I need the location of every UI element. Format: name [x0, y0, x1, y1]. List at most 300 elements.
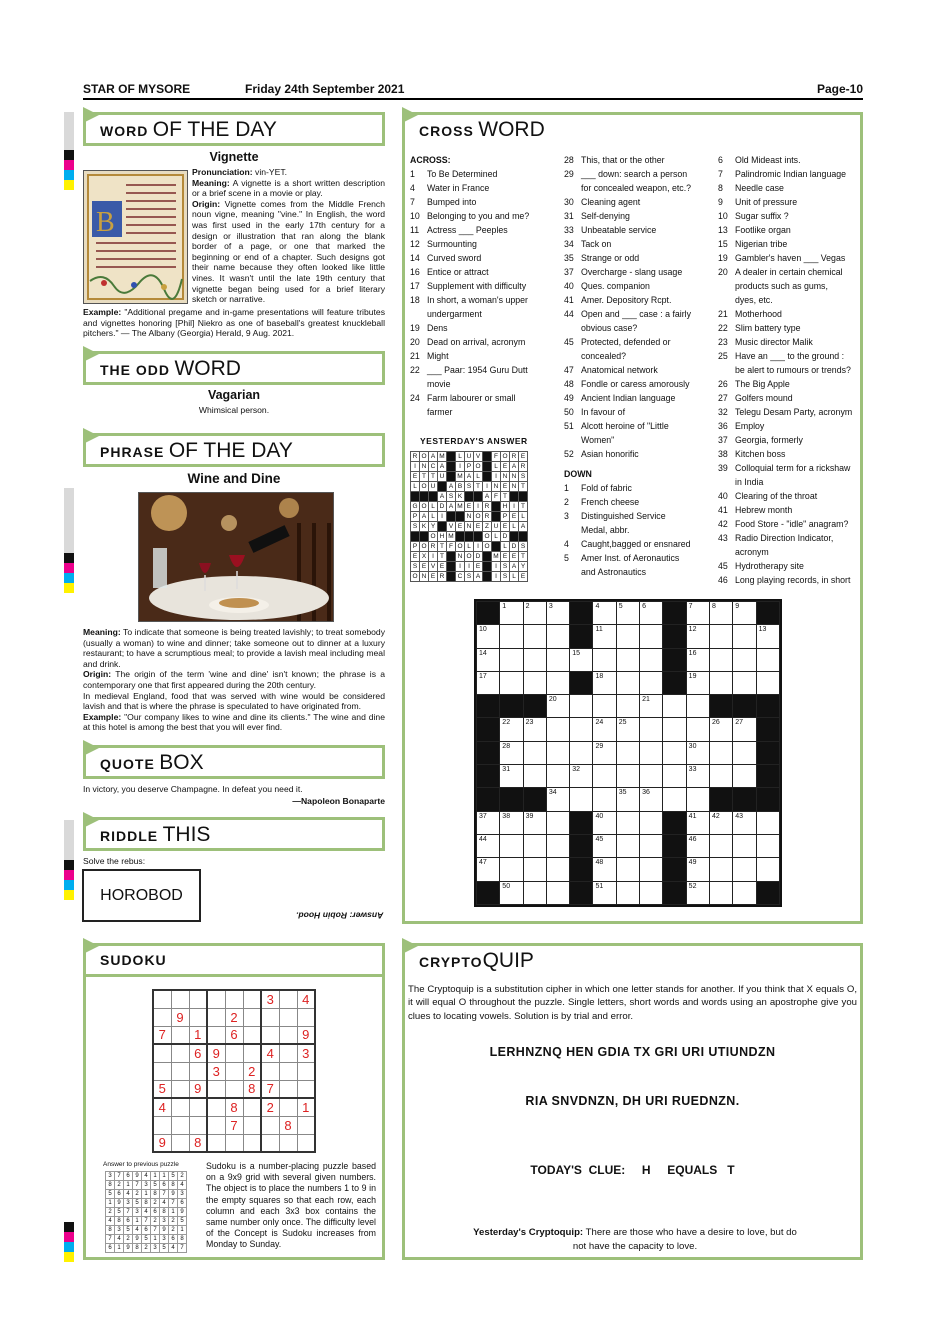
- crossword-cell[interactable]: [546, 834, 569, 857]
- answer-cell: A: [429, 452, 438, 462]
- crossword-cell[interactable]: 45: [593, 834, 616, 857]
- crossword-cell[interactable]: [686, 718, 709, 741]
- crossword-cell[interactable]: [616, 625, 639, 648]
- sudoku-given-cell: 7: [225, 1116, 243, 1134]
- crossword-cell[interactable]: [640, 648, 663, 671]
- sudoku-empty-cell[interactable]: [225, 1080, 243, 1098]
- clue-text: in India: [735, 477, 764, 487]
- clue-row: [718, 419, 863, 433]
- crossword-cell[interactable]: 9: [733, 602, 756, 625]
- crossword-cell[interactable]: [546, 741, 569, 764]
- answer-cell: U: [429, 482, 438, 492]
- clue-text: Music director Malik: [735, 337, 813, 347]
- sudoku-empty-cell[interactable]: [207, 1026, 225, 1044]
- black-square: [756, 741, 779, 764]
- answer-cell: R: [519, 462, 528, 472]
- answer-cell: M: [493, 552, 499, 560]
- clue-text: Gambler's haven ___ Vegas: [735, 253, 846, 263]
- crossword-cell[interactable]: [593, 788, 616, 811]
- answer-cell: N: [510, 482, 519, 492]
- crossword-cell[interactable]: 37: [477, 811, 500, 834]
- answer-cell: E: [438, 562, 447, 572]
- sudoku-empty-cell[interactable]: [171, 1062, 189, 1080]
- sudoku-empty-cell[interactable]: [297, 1116, 315, 1134]
- sudoku-empty-cell[interactable]: [225, 990, 243, 1008]
- crossword-cell[interactable]: 38: [500, 811, 523, 834]
- header-big: OF THE DAY: [152, 118, 277, 141]
- clue-text: To Be Determined: [427, 169, 498, 179]
- clue-row: [410, 307, 560, 321]
- crossword-cell[interactable]: [593, 765, 616, 788]
- sudoku-empty-cell[interactable]: [261, 1116, 279, 1134]
- black-square: [570, 625, 593, 648]
- crossword-cell[interactable]: [709, 765, 732, 788]
- crossword-cell[interactable]: [523, 858, 546, 881]
- answer-cell: M: [457, 472, 463, 480]
- answer-cell: T: [519, 552, 528, 562]
- crossword-cell[interactable]: 27: [733, 718, 756, 741]
- sudoku-empty-cell[interactable]: [279, 1044, 297, 1062]
- svg-text:B: B: [96, 207, 115, 238]
- crossword-cell[interactable]: 17: [477, 671, 500, 694]
- crossword-cell[interactable]: [733, 625, 756, 648]
- black-square: [663, 811, 686, 834]
- crossword-cell[interactable]: [640, 881, 663, 904]
- sudoku-empty-cell[interactable]: [243, 1044, 261, 1062]
- crossword-cell[interactable]: [756, 648, 779, 671]
- crossword-cell[interactable]: [570, 695, 593, 718]
- sudoku-empty-cell[interactable]: [171, 1044, 189, 1062]
- crossword-cell[interactable]: [546, 811, 569, 834]
- sudoku-answer-cell: 8: [133, 1244, 142, 1253]
- crossword-cell[interactable]: [523, 765, 546, 788]
- rebus-text: HOROBOD: [100, 887, 183, 904]
- crossword-cell[interactable]: 47: [477, 858, 500, 881]
- sudoku-empty-cell[interactable]: [207, 1080, 225, 1098]
- crossword-cell[interactable]: 28: [500, 741, 523, 764]
- sudoku-answer-cell: 7: [106, 1235, 115, 1244]
- crossword-cell[interactable]: [640, 765, 663, 788]
- clue-row: [410, 335, 560, 349]
- crossword-cell[interactable]: [546, 765, 569, 788]
- crossword-cell[interactable]: 44: [477, 834, 500, 857]
- answer-cell: E: [501, 522, 510, 532]
- crossword-cell[interactable]: [546, 648, 569, 671]
- answer-cell: T: [438, 542, 447, 552]
- crossword-cell[interactable]: [756, 834, 779, 857]
- answer-cell: I: [465, 562, 474, 572]
- sudoku-answer-cell: 2: [151, 1199, 160, 1208]
- crossword-cell[interactable]: 40: [593, 811, 616, 834]
- answer-cell: Z: [483, 522, 492, 532]
- crossword-cell[interactable]: 48: [593, 858, 616, 881]
- clue-number: 10: [718, 211, 728, 221]
- sudoku-empty-cell[interactable]: [207, 1134, 225, 1152]
- crossword-cell[interactable]: [756, 671, 779, 694]
- crossword-cell[interactable]: 29: [593, 741, 616, 764]
- crossword-cell[interactable]: 7: [686, 602, 709, 625]
- sudoku-answer-cell: 3: [133, 1208, 142, 1217]
- crossword-cell[interactable]: [616, 648, 639, 671]
- crossword-cell[interactable]: [523, 625, 546, 648]
- crossword-cell[interactable]: [640, 811, 663, 834]
- sudoku-empty-cell[interactable]: [279, 1062, 297, 1080]
- sudoku-given-cell: 8: [279, 1116, 297, 1134]
- crossword-cell[interactable]: 43: [733, 811, 756, 834]
- answer-cell: L: [456, 452, 465, 462]
- sudoku-empty-cell[interactable]: [297, 1062, 315, 1080]
- sudoku-answer-cell: 7: [115, 1172, 124, 1181]
- crossword-cell[interactable]: 11: [593, 625, 616, 648]
- sudoku-empty-cell[interactable]: [189, 1008, 207, 1026]
- answer-cell: R: [483, 512, 492, 522]
- crossword-cell[interactable]: [500, 834, 523, 857]
- sudoku-empty-cell[interactable]: [171, 990, 189, 1008]
- crossword-cell[interactable]: [546, 718, 569, 741]
- sudoku-empty-cell[interactable]: [207, 1008, 225, 1026]
- crossword-cell[interactable]: 52: [686, 881, 709, 904]
- crossword-cell[interactable]: [570, 788, 593, 811]
- crossword-cell[interactable]: [663, 788, 686, 811]
- black-square: [477, 788, 500, 811]
- clue-text: Telegu Desam Party, acronym: [735, 407, 853, 417]
- crossword-cell[interactable]: [640, 718, 663, 741]
- riddle-header: [83, 817, 385, 851]
- crossword-cell[interactable]: [616, 765, 639, 788]
- crossword-cell[interactable]: [686, 788, 709, 811]
- clue-text: Hydrotherapy site: [735, 561, 804, 571]
- clue-text: Entice or attract: [427, 267, 489, 277]
- crossword-cell[interactable]: [593, 695, 616, 718]
- answer-cell: O: [412, 572, 418, 580]
- crossword-cell[interactable]: 25: [616, 718, 639, 741]
- crossword-cell[interactable]: [500, 648, 523, 671]
- crossword-cell[interactable]: 21: [640, 695, 663, 718]
- clue-number: 32: [718, 407, 728, 417]
- clue-text: Ques. companion: [581, 281, 650, 291]
- crossword-cell[interactable]: [616, 858, 639, 881]
- crossword-cell[interactable]: [686, 695, 709, 718]
- crossword-cell[interactable]: [709, 858, 732, 881]
- answer-cell: F: [447, 542, 456, 552]
- sudoku-empty-cell[interactable]: [225, 1044, 243, 1062]
- manuscript-image: [83, 170, 188, 304]
- sudoku-empty-cell[interactable]: [171, 1098, 189, 1116]
- crossword-cell[interactable]: [546, 881, 569, 904]
- sudoku-empty-cell[interactable]: [279, 1008, 297, 1026]
- crossword-cell[interactable]: [640, 834, 663, 857]
- crossword-cell[interactable]: 51: [593, 881, 616, 904]
- crossword-cell[interactable]: [756, 811, 779, 834]
- crossword-cell[interactable]: 33: [686, 765, 709, 788]
- clue-row: [718, 293, 863, 307]
- crossword-cell[interactable]: [733, 858, 756, 881]
- crossword-cell[interactable]: 16: [686, 648, 709, 671]
- sudoku-empty-cell[interactable]: [297, 1080, 315, 1098]
- crossword-cell[interactable]: [616, 741, 639, 764]
- crossword-cell[interactable]: [756, 858, 779, 881]
- clue-number: 35: [564, 253, 574, 263]
- sudoku-empty-cell[interactable]: [153, 1116, 171, 1134]
- crossword-cell[interactable]: [663, 695, 686, 718]
- crossword-cell[interactable]: 13: [756, 625, 779, 648]
- crossword-cell[interactable]: 34: [546, 788, 569, 811]
- origin-text-2: In medieval England, food that was served with wine would be considered lavish and that is where the phrase is speculated to have originated from.: [83, 690, 385, 712]
- answer-cell: R: [411, 452, 420, 462]
- crossword-cell[interactable]: [616, 881, 639, 904]
- crossword-cell[interactable]: 50: [500, 881, 523, 904]
- sudoku-empty-cell[interactable]: [171, 1080, 189, 1098]
- crossword-cell[interactable]: [733, 765, 756, 788]
- crossword-cell[interactable]: 32: [570, 765, 593, 788]
- answer-cell: O: [421, 542, 427, 550]
- sudoku-given-cell: 2: [261, 1098, 279, 1116]
- crossword-cell[interactable]: 6: [640, 602, 663, 625]
- sudoku-empty-cell[interactable]: [261, 1062, 279, 1080]
- clue-text: Ancient Indian language: [581, 393, 676, 403]
- clue-row: [718, 307, 863, 321]
- sudoku-answer-cell: 7: [169, 1199, 178, 1208]
- crossword-cell[interactable]: [733, 671, 756, 694]
- sudoku-empty-cell[interactable]: [243, 1008, 261, 1026]
- crossword-cell[interactable]: [570, 718, 593, 741]
- sudoku-empty-cell[interactable]: [243, 1026, 261, 1044]
- meaning-text: A vignette is a short written description or a brief scene in a movie or play.: [192, 177, 385, 199]
- crossword-cell[interactable]: [733, 834, 756, 857]
- crossword-cell[interactable]: [616, 671, 639, 694]
- crossword-cell[interactable]: [500, 671, 523, 694]
- answer-cell: T: [519, 502, 528, 512]
- crossword-cell[interactable]: [523, 834, 546, 857]
- crossword-cell[interactable]: [616, 695, 639, 718]
- sudoku-empty-cell[interactable]: [243, 1134, 261, 1152]
- crossword-cell[interactable]: [616, 811, 639, 834]
- sudoku-empty-cell[interactable]: [279, 1080, 297, 1098]
- crossword-cell[interactable]: [640, 741, 663, 764]
- sudoku-answer-cell: 2: [169, 1226, 178, 1235]
- crossword-cell[interactable]: 26: [709, 718, 732, 741]
- sudoku-answer-cell: 2: [115, 1181, 124, 1190]
- sudoku-given-cell: 2: [243, 1062, 261, 1080]
- sudoku-empty-cell[interactable]: [279, 990, 297, 1008]
- sudoku-empty-cell[interactable]: [153, 990, 171, 1008]
- clue-text: for concealed weapon, etc.?: [581, 183, 692, 193]
- answer-cell: S: [519, 472, 528, 482]
- answer-cell: R: [438, 572, 447, 582]
- crossword-cell[interactable]: 2: [523, 602, 546, 625]
- crossword-cell[interactable]: [640, 671, 663, 694]
- sudoku-empty-cell[interactable]: [243, 1098, 261, 1116]
- sudoku-given-cell: 5: [153, 1080, 171, 1098]
- black-square: [756, 695, 779, 718]
- crossword-cell[interactable]: [640, 625, 663, 648]
- crossword-cell[interactable]: [709, 648, 732, 671]
- crossword-cell[interactable]: [616, 834, 639, 857]
- sudoku-empty-cell[interactable]: [243, 990, 261, 1008]
- crossword-cell[interactable]: [709, 671, 732, 694]
- clue-number: 7: [718, 169, 723, 179]
- header-small: RIDDLE: [100, 828, 159, 844]
- crossword-cell[interactable]: [640, 858, 663, 881]
- black-square: [483, 452, 492, 462]
- sudoku-answer-cell: 9: [115, 1199, 124, 1208]
- crossword-cell[interactable]: 19: [686, 671, 709, 694]
- crossword-cell[interactable]: [523, 671, 546, 694]
- clue-text: Water in France: [427, 183, 490, 193]
- crossword-cell[interactable]: 20: [546, 695, 569, 718]
- answer-cell: Y: [429, 522, 438, 532]
- crossword-cell[interactable]: 39: [523, 811, 546, 834]
- sudoku-empty-cell[interactable]: [153, 1008, 171, 1026]
- quote-header: [83, 745, 385, 779]
- crossword-cell[interactable]: [663, 741, 686, 764]
- sudoku-empty-cell[interactable]: [261, 1008, 279, 1026]
- sudoku-empty-cell[interactable]: [225, 1062, 243, 1080]
- sudoku-empty-cell[interactable]: [189, 1062, 207, 1080]
- sudoku-empty-cell[interactable]: [261, 1026, 279, 1044]
- header-small: WORD: [100, 123, 149, 139]
- header-big: THIS: [162, 823, 211, 846]
- header-small: SUDOKU: [100, 952, 167, 968]
- clue-text: Actress ___ Peeples: [427, 225, 508, 235]
- sudoku-answer-cell: 4: [142, 1172, 151, 1181]
- clue-number: [564, 321, 581, 335]
- sudoku-empty-cell[interactable]: [279, 1026, 297, 1044]
- sudoku-empty-cell[interactable]: [297, 1134, 315, 1152]
- clue-row: [410, 209, 560, 223]
- black-square: [447, 562, 456, 572]
- crossword-cell[interactable]: [733, 648, 756, 671]
- crossword-cell[interactable]: 5: [616, 602, 639, 625]
- clue-number: 20: [410, 337, 420, 347]
- sudoku-empty-cell[interactable]: [171, 1134, 189, 1152]
- sudoku-empty-cell[interactable]: [189, 1116, 207, 1134]
- black-square: [756, 788, 779, 811]
- clue-number: 44: [564, 309, 574, 319]
- crossword-cell[interactable]: [593, 648, 616, 671]
- crossword-cell[interactable]: [663, 765, 686, 788]
- sudoku-empty-cell[interactable]: [207, 1116, 225, 1134]
- answer-cell: S: [465, 572, 474, 582]
- clue-row: [718, 517, 863, 531]
- answer-cell: A: [510, 562, 519, 572]
- clue-row: [564, 377, 714, 391]
- cryptoquip-header: [402, 943, 863, 977]
- sudoku-empty-cell[interactable]: [189, 990, 207, 1008]
- crossword-cell[interactable]: [709, 834, 732, 857]
- crossword-cell[interactable]: 35: [616, 788, 639, 811]
- crossword-cell[interactable]: [733, 741, 756, 764]
- sudoku-empty-cell[interactable]: [207, 1098, 225, 1116]
- sudoku-given-cell: 8: [189, 1134, 207, 1152]
- crossword-cell[interactable]: [523, 648, 546, 671]
- sudoku-empty-cell[interactable]: [171, 1116, 189, 1134]
- crossword-cell[interactable]: [500, 858, 523, 881]
- crossword-cell[interactable]: 24: [593, 718, 616, 741]
- sudoku-empty-cell[interactable]: [261, 1134, 279, 1152]
- sudoku-empty-cell[interactable]: [243, 1116, 261, 1134]
- crossword-cell[interactable]: [523, 881, 546, 904]
- crossword-cell[interactable]: 41: [686, 811, 709, 834]
- sudoku-answer-cell: 2: [178, 1172, 187, 1181]
- crossword-cell[interactable]: [709, 625, 732, 648]
- crossword-cell[interactable]: 14: [477, 648, 500, 671]
- clue-text: In short, a woman's upper: [427, 295, 528, 305]
- crossword-cell[interactable]: 23: [523, 718, 546, 741]
- answer-cell: E: [420, 562, 429, 572]
- crossword-cell[interactable]: [500, 625, 523, 648]
- answer-cell: F: [492, 492, 501, 502]
- crossword-cell[interactable]: [733, 881, 756, 904]
- crossword-cell[interactable]: 15: [570, 648, 593, 671]
- sudoku-answer-cell: 1: [115, 1244, 124, 1253]
- sudoku-empty-cell[interactable]: [153, 1044, 171, 1062]
- sudoku-answer-cell: 9: [160, 1226, 169, 1235]
- answer-cell: I: [492, 572, 501, 582]
- sudoku-empty-cell[interactable]: [279, 1098, 297, 1116]
- clue-number: [718, 545, 735, 559]
- crossword-cell[interactable]: 30: [686, 741, 709, 764]
- black-square: [447, 552, 456, 562]
- crossword-cell[interactable]: 12: [686, 625, 709, 648]
- sudoku-empty-cell[interactable]: [153, 1062, 171, 1080]
- meaning-text: To indicate that someone is being treated lavishly; to treat somebody (usually a woman) to wine and dinner; take someone out to dinner at a luxury restaurant; to have a scrumptious meal; to provide a lavish meal including meal and drink.: [83, 627, 385, 669]
- sudoku-empty-cell[interactable]: [279, 1134, 297, 1152]
- sudoku-given-cell: 1: [189, 1026, 207, 1044]
- crossword-cell[interactable]: [709, 881, 732, 904]
- sudoku-answer-cell: 2: [151, 1217, 160, 1226]
- sudoku-empty-cell[interactable]: [171, 1026, 189, 1044]
- sudoku-answer-cell: 6: [151, 1208, 160, 1217]
- crossword-cell[interactable]: [523, 741, 546, 764]
- sudoku-empty-cell[interactable]: [189, 1098, 207, 1116]
- black-square: [570, 858, 593, 881]
- crossword-cell[interactable]: 42: [709, 811, 732, 834]
- clue-text: Supplement with difficulty: [427, 281, 527, 291]
- crossword-cell[interactable]: 10: [477, 625, 500, 648]
- crossword-cell[interactable]: 49: [686, 858, 709, 881]
- clue-number: [564, 349, 581, 363]
- sudoku-empty-cell[interactable]: [225, 1134, 243, 1152]
- phrase-body: [83, 627, 385, 733]
- crossword-cell[interactable]: 3: [546, 602, 569, 625]
- crossword-cell[interactable]: [546, 625, 569, 648]
- black-square: [438, 482, 447, 492]
- sudoku-empty-cell[interactable]: [297, 1008, 315, 1026]
- crossword-cell[interactable]: 22: [500, 718, 523, 741]
- crossword-cell[interactable]: [709, 741, 732, 764]
- crossword-cell[interactable]: 1: [500, 602, 523, 625]
- crossword-cell[interactable]: [570, 741, 593, 764]
- crossword-cell[interactable]: [546, 858, 569, 881]
- crossword-cell[interactable]: 18: [593, 671, 616, 694]
- clue-text: Fold of fabric: [581, 483, 632, 493]
- crossword-cell[interactable]: [546, 671, 569, 694]
- sudoku-empty-cell[interactable]: [207, 990, 225, 1008]
- crossword-cell[interactable]: [663, 718, 686, 741]
- header-big: OF THE DAY: [168, 439, 293, 462]
- crossword-cell[interactable]: 31: [500, 765, 523, 788]
- sudoku-given-cell: 8: [225, 1098, 243, 1116]
- clue-number: 16: [410, 267, 420, 277]
- origin-label: Origin:: [192, 198, 221, 209]
- clue-text: Kitchen boss: [735, 449, 786, 459]
- black-square: [756, 718, 779, 741]
- crossword-cell[interactable]: 46: [686, 834, 709, 857]
- crossword-cell[interactable]: 36: [640, 788, 663, 811]
- crossword-cell[interactable]: 4: [593, 602, 616, 625]
- crossword-cell[interactable]: 8: [709, 602, 732, 625]
